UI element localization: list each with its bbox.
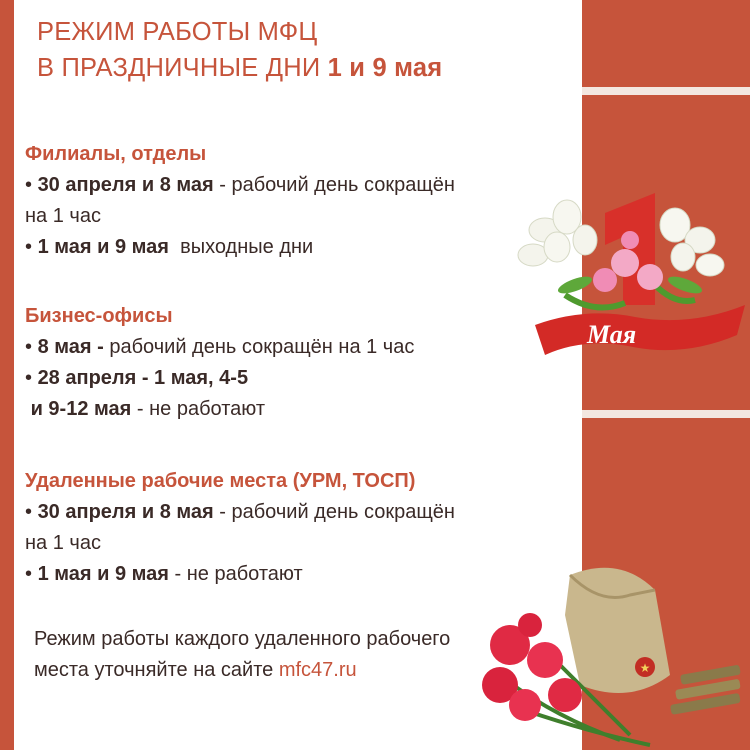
section-heading: Удаленные рабочие места (УРМ, ТОСП) [25, 470, 416, 492]
ribbon-text: Мая [587, 320, 637, 349]
may-day-badge [505, 185, 750, 370]
list-item: на 1 час [25, 532, 101, 554]
victory-day-illustration [470, 555, 750, 750]
list-item: • 30 апреля и 8 мая - рабочий день сокращён [25, 174, 455, 196]
section-branches [25, 139, 455, 263]
footer-line-2: места уточняйте на сайте mfc47.ru [34, 659, 357, 681]
section-business-offices [25, 301, 414, 425]
stripe-divider [582, 410, 750, 418]
bullets-icon [670, 665, 741, 715]
section-remote-workplaces [25, 466, 455, 590]
section-heading: Филиалы, отделы [25, 143, 207, 165]
website-link[interactable]: mfc47.ru [278, 659, 357, 681]
title-line-1: РЕЖИМ РАБОТЫ МФЦ [37, 18, 318, 46]
footer-line-1: Режим работы каждого удаленного рабочего [34, 628, 451, 650]
list-item: • 1 мая и 9 мая - не работают [25, 563, 303, 585]
ribbon-icon [535, 305, 745, 355]
stripe-divider [582, 87, 750, 95]
list-item: • 8 мая - рабочий день сокращён на 1 час [25, 336, 415, 358]
list-item: • 28 апреля - 1 мая, 4-5 [25, 367, 249, 389]
list-item: на 1 час [25, 205, 101, 227]
list-item: и 9-12 мая - не работают [30, 398, 265, 420]
footer-note [34, 624, 450, 686]
list-item: • 30 апреля и 8 мая - рабочий день сокращён [25, 501, 455, 523]
list-item: • 1 мая и 9 мая выходные дни [25, 236, 314, 258]
svg-text:★: ★ [639, 661, 651, 675]
section-heading: Бизнес-офисы [25, 305, 173, 327]
pilotka-cap-icon [565, 568, 670, 693]
page-title [37, 14, 442, 86]
title-line-2: В ПРАЗДНИЧНЫЕ ДНИ 1 и 9 мая [37, 54, 443, 82]
